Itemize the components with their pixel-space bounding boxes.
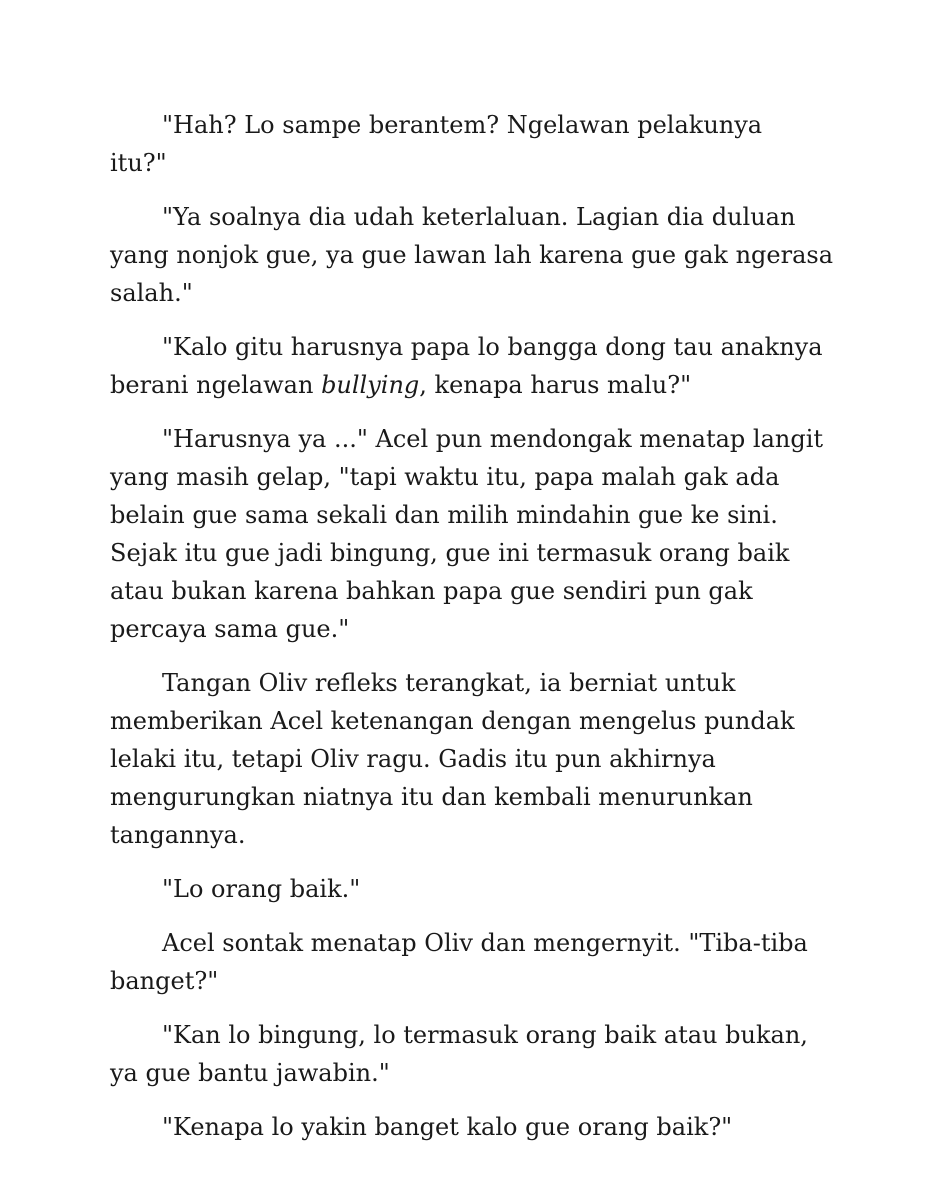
paragraph-line: "Kalo gitu harusnya papa lo bangga dong tau anaknya: [162, 333, 823, 361]
paragraph-5: [110, 664, 850, 854]
paragraph-line-segment: berani ngelawan: [110, 371, 322, 399]
paragraph-line: atau bukan karena bahkan papa gue sendiri pun gak: [110, 577, 753, 605]
paragraph-line: percaya sama gue.": [110, 615, 350, 643]
paragraph-7: [110, 924, 850, 1000]
paragraph-line: "Hah? Lo sampe berantem? Ngelawan pelakunya: [162, 111, 763, 139]
paragraph-line: "Lo orang baik.": [162, 875, 361, 903]
paragraph-8: [110, 1016, 850, 1092]
paragraph-line: "Kenapa lo yakin banget kalo gue orang baik?": [162, 1113, 733, 1141]
paragraph-9: [110, 1108, 850, 1146]
paragraph-line: banget?": [110, 967, 219, 995]
paragraph-line: Acel sontak menatap Oliv dan mengernyit. "Tiba-tiba: [162, 929, 808, 957]
paragraph-line: yang nonjok gue, ya gue lawan lah karena gue gak ngerasa: [110, 241, 834, 269]
italic-word: bullying: [321, 371, 420, 399]
paragraph-line: itu?": [110, 149, 167, 177]
paragraph-line-segment: , kenapa harus malu?": [419, 371, 692, 399]
paragraph-6: [110, 870, 850, 908]
paragraph-line: Tangan Oliv refleks terangkat, ia berniat untuk: [162, 669, 736, 697]
paragraph-line: memberikan Acel ketenangan dengan mengelus pundak: [110, 707, 795, 735]
paragraph-line: "Harusnya ya ..." Acel pun mendongak menatap langit: [162, 425, 824, 453]
paragraph-2: [110, 198, 850, 312]
paragraph-4: [110, 420, 850, 648]
paragraph-line: mengurungkan niatnya itu dan kembali menurunkan: [110, 783, 753, 811]
paragraph-line: yang masih gelap, "tapi waktu itu, papa malah gak ada: [110, 463, 780, 491]
paragraph-line: salah.": [110, 279, 193, 307]
story-page: [110, 106, 850, 1162]
paragraph-line: Sejak itu gue jadi bingung, gue ini termasuk orang baik: [110, 539, 790, 567]
paragraph-line: tangannya.: [110, 821, 246, 849]
paragraph-line: "Kan lo bingung, lo termasuk orang baik atau bukan,: [162, 1021, 808, 1049]
paragraph-3: [110, 328, 850, 404]
paragraph-1: [110, 106, 850, 182]
paragraph-line: belain gue sama sekali dan milih mindahin gue ke sini.: [110, 501, 778, 529]
paragraph-line: lelaki itu, tetapi Oliv ragu. Gadis itu pun akhirnya: [110, 745, 716, 773]
paragraph-line: ya gue bantu jawabin.": [110, 1059, 390, 1087]
paragraph-line: "Ya soalnya dia udah keterlaluan. Lagian dia duluan: [162, 203, 796, 231]
